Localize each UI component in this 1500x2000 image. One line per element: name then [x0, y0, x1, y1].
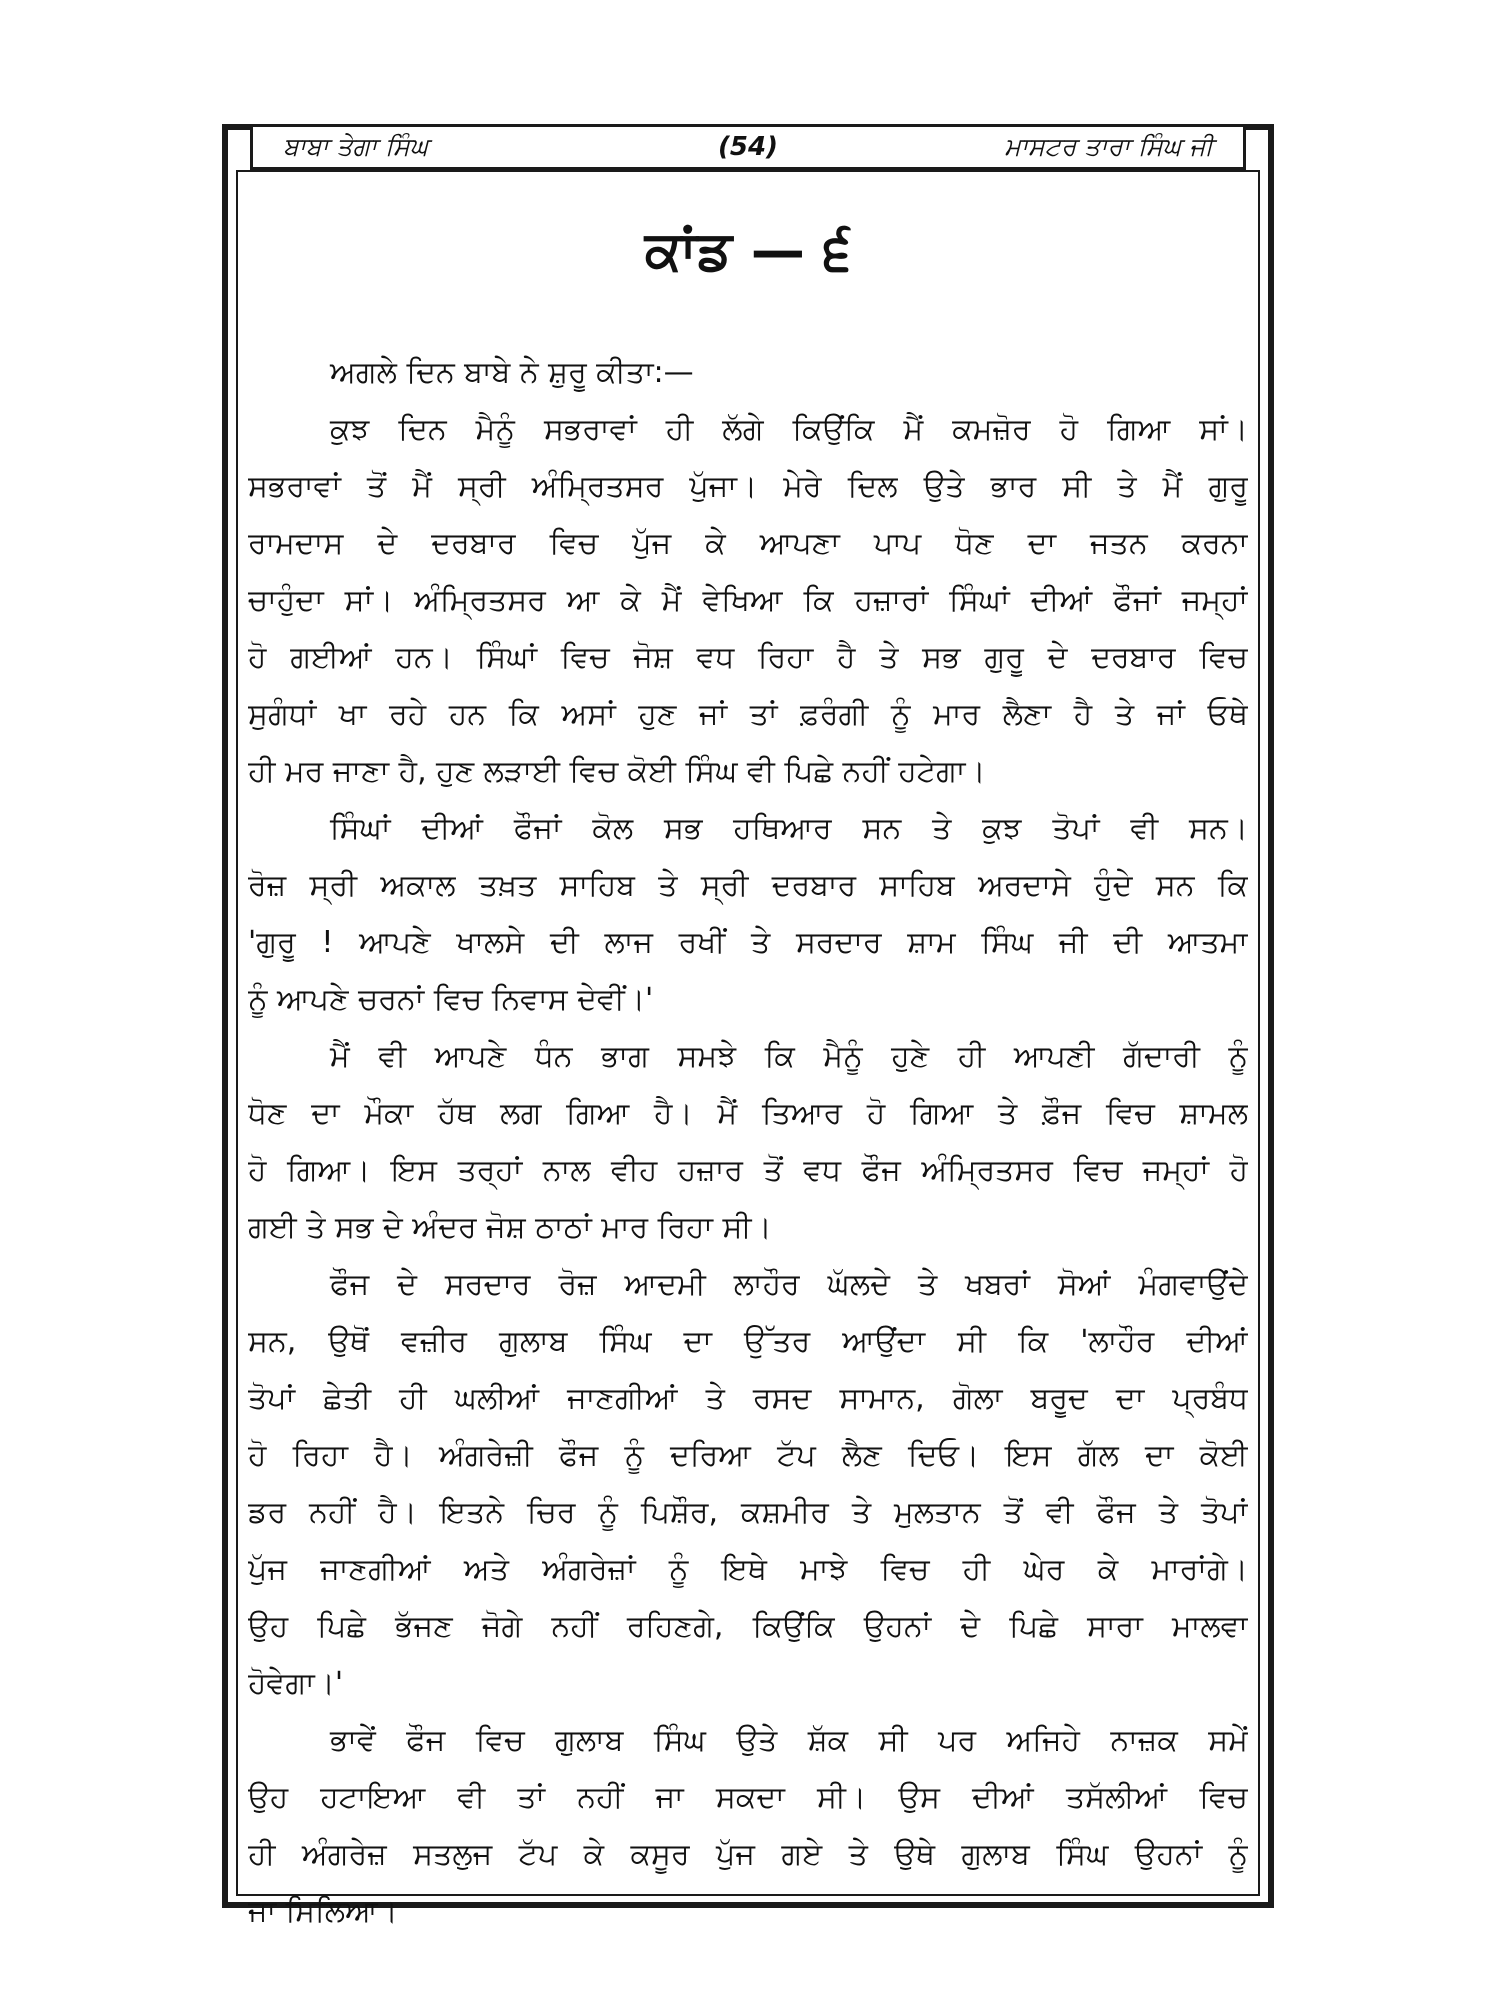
text-line: ਧੋਣ ਦਾ ਮੌਕਾ ਹੱਥ ਲਗ ਗਿਆ ਹੈ। ਮੈਂ ਤਿਆਰ ਹੋ ਗਿਆ ਤੇ ਫ਼ੌਜ ਵਿਚ ਸ਼ਾਮਲ	[248, 1096, 1248, 1131]
text-line: ਚਾਹੁੰਦਾ ਸਾਂ। ਅੰਮ੍ਰਿਤਸਰ ਆ ਕੇ ਮੈਂ ਵੇਖਿਆ ਕਿ ਹਜ਼ਾਰਾਂ ਸਿੰਘਾਂ ਦੀਆਂ ਫੌਜਾਂ ਜਮ੍ਹਾਂ	[248, 583, 1248, 618]
body-text	[248, 344, 1248, 1940]
text-line: ਸਭਰਾਵਾਂ ਤੋਂ ਮੈਂ ਸ੍ਰੀ ਅੰਮ੍ਰਿਤਸਰ ਪੁੱਜਾ। ਮੇਰੇ ਦਿਲ ਉਤੇ ਭਾਰ ਸੀ ਤੇ ਮੈਂ ਗੁਰੂ	[248, 469, 1248, 504]
text-line: ਹੋ ਰਿਹਾ ਹੈ। ਅੰਗਰੇਜ਼ੀ ਫੌਜ ਨੂੰ ਦਰਿਆ ਟੱਪ ਲੈਣ ਦਿਓ। ਇਸ ਗੱਲ ਦਾ ਕੋਈ	[248, 1438, 1248, 1473]
header-book-title: ਬਾਬਾ ਤੇਗਾ ਸਿੰਘ	[283, 132, 429, 161]
text-line: ਰੋਜ਼ ਸ੍ਰੀ ਅਕਾਲ ਤਖ਼ਤ ਸਾਹਿਬ ਤੇ ਸ੍ਰੀ ਦਰਬਾਰ ਸਾਹਿਬ ਅਰਦਾਸੇ ਹੁੰਦੇ ਸਨ ਕਿ	[248, 868, 1248, 903]
text-line: ਉਹ ਪਿਛੇ ਭੱਜਣ ਜੋਗੇ ਨਹੀਂ ਰਹਿਣਗੇ, ਕਿਉਂਕਿ ਉਹਨਾਂ ਦੇ ਪਿਛੇ ਸਾਰਾ ਮਾਲਵਾ	[248, 1609, 1248, 1644]
text-line: ਰਾਮਦਾਸ ਦੇ ਦਰਬਾਰ ਵਿਚ ਪੁੱਜ ਕੇ ਆਪਣਾ ਪਾਪ ਧੋਣ ਦਾ ਜਤਨ ਕਰਨਾ	[248, 526, 1248, 561]
page-number: (54)	[718, 132, 778, 162]
text-line: ਮੈਂ ਵੀ ਆਪਣੇ ਧੰਨ ਭਾਗ ਸਮਝੇ ਕਿ ਮੈਨੂੰ ਹੁਣੇ ਹੀ ਆਪਣੀ ਗੱਦਾਰੀ ਨੂੰ	[330, 1039, 1248, 1074]
chapter-title: ਕਾਂਡ — ੬	[644, 219, 852, 282]
text-line: ਹੋ ਗਿਆ। ਇਸ ਤਰ੍ਹਾਂ ਨਾਲ ਵੀਹ ਹਜ਼ਾਰ ਤੋਂ ਵਧ ਫੌਜ ਅੰਮ੍ਰਿਤਸਰ ਵਿਚ ਜਮ੍ਹਾਂ ਹੋ	[248, 1153, 1248, 1188]
text-line: ਹੀ ਮਰ ਜਾਣਾ ਹੈ, ਹੁਣ ਲੜਾਈ ਵਿਚ ਕੋਈ ਸਿੰਘ ਵੀ ਪਿਛੇ ਨਹੀਂ ਹਟੇਗਾ।	[248, 754, 986, 789]
text-line: ਸਿੰਘਾਂ ਦੀਆਂ ਫੌਜਾਂ ਕੋਲ ਸਭ ਹਥਿਆਰ ਸਨ ਤੇ ਕੁਝ ਤੋਪਾਂ ਵੀ ਸਨ।	[330, 811, 1248, 846]
text-line: ਡਰ ਨਹੀਂ ਹੈ। ਇਤਨੇ ਚਿਰ ਨੂੰ ਪਿਸ਼ੌਰ, ਕਸ਼ਮੀਰ ਤੇ ਮੁਲਤਾਨ ਤੋਂ ਵੀ ਫੌਜ ਤੇ ਤੋਪਾਂ	[248, 1495, 1248, 1530]
text-line: ਅਗਲੇ ਦਿਨ ਬਾਬੇ ਨੇ ਸ਼ੁਰੂ ਕੀਤਾ:—	[330, 355, 694, 390]
running-header	[250, 124, 1246, 170]
text-line: ਨੂੰ ਆਪਣੇ ਚਰਨਾਂ ਵਿਚ ਨਿਵਾਸ ਦੇਵੀਂ।'	[248, 982, 654, 1017]
text-line: ਹੋ ਗਈਆਂ ਹਨ। ਸਿੰਘਾਂ ਵਿਚ ਜੋਸ਼ ਵਧ ਰਿਹਾ ਹੈ ਤੇ ਸਭ ਗੁਰੂ ਦੇ ਦਰਬਾਰ ਵਿਚ	[248, 640, 1248, 675]
text-line: ਭਾਵੇਂ ਫੌਜ ਵਿਚ ਗੁਲਾਬ ਸਿੰਘ ਉਤੇ ਸ਼ੱਕ ਸੀ ਪਰ ਅਜਿਹੇ ਨਾਜ਼ਕ ਸਮੇਂ	[330, 1723, 1248, 1758]
text-line: ਹੋਵੇਗਾ।'	[248, 1666, 344, 1701]
text-line: ਸੁਗੰਧਾਂ ਖਾ ਰਹੇ ਹਨ ਕਿ ਅਸਾਂ ਹੁਣ ਜਾਂ ਤਾਂ ਫ਼ਰੰਗੀ ਨੂੰ ਮਾਰ ਲੈਣਾ ਹੈ ਤੇ ਜਾਂ ਓਥੇ	[248, 697, 1248, 732]
text-line: ਉਹ ਹਟਾਇਆ ਵੀ ਤਾਂ ਨਹੀਂ ਜਾ ਸਕਦਾ ਸੀ। ਉਸ ਦੀਆਂ ਤਸੱਲੀਆਂ ਵਿਚ	[248, 1780, 1248, 1815]
text-line: ਤੋਪਾਂ ਛੇਤੀ ਹੀ ਘਲੀਆਂ ਜਾਣਗੀਆਂ ਤੇ ਰਸਦ ਸਾਮਾਨ, ਗੋਲਾ ਬਰੂਦ ਦਾ ਪ੍ਰਬੰਧ	[248, 1381, 1248, 1416]
text-line: ਹੀ ਅੰਗਰੇਜ਼ ਸਤਲੁਜ ਟੱਪ ਕੇ ਕਸੂਰ ਪੁੱਜ ਗਏ ਤੇ ਉਥੇ ਗੁਲਾਬ ਸਿੰਘ ਉਹਨਾਂ ਨੂੰ	[248, 1837, 1248, 1872]
text-line: ਗਈ ਤੇ ਸਭ ਦੇ ਅੰਦਰ ਜੋਸ਼ ਠਾਠਾਂ ਮਾਰ ਰਿਹਾ ਸੀ।	[248, 1210, 772, 1245]
text-line: ਕੁਝ ਦਿਨ ਮੈਨੂੰ ਸਭਰਾਵਾਂ ਹੀ ਲੱਗੇ ਕਿਉਂਕਿ ਮੈਂ ਕਮਜ਼ੋਰ ਹੋ ਗਿਆ ਸਾਂ।	[330, 412, 1248, 447]
header-author: ਮਾਸਟਰ ਤਾਰਾ ਸਿੰਘ ਜੀ	[1004, 132, 1213, 161]
text-line: 'ਗੁਰੂ ! ਆਪਣੇ ਖਾਲਸੇ ਦੀ ਲਾਜ ਰਖੀਂ ਤੇ ਸਰਦਾਰ ਸ਼ਾਮ ਸਿੰਘ ਜੀ ਦੀ ਆਤਮਾ	[248, 925, 1248, 960]
text-line: ਜਾ ਮਿਲਿਆ।	[248, 1894, 398, 1929]
text-line: ਪੁੱਜ ਜਾਣਗੀਆਂ ਅਤੇ ਅੰਗਰੇਜ਼ਾਂ ਨੂੰ ਇਥੇ ਮਾਝੇ ਵਿਚ ਹੀ ਘੇਰ ਕੇ ਮਾਰਾਂਗੇ।	[248, 1552, 1248, 1587]
text-line: ਸਨ, ਉਥੋਂ ਵਜ਼ੀਰ ਗੁਲਾਬ ਸਿੰਘ ਦਾ ਉੱਤਰ ਆਉਂਦਾ ਸੀ ਕਿ 'ਲਾਹੌਰ ਦੀਆਂ	[248, 1324, 1248, 1359]
text-line: ਫੌਜ ਦੇ ਸਰਦਾਰ ਰੋਜ਼ ਆਦਮੀ ਲਾਹੌਰ ਘੱਲਦੇ ਤੇ ਖਬਰਾਂ ਸੋਆਂ ਮੰਗਵਾਉਂਦੇ	[330, 1267, 1248, 1302]
